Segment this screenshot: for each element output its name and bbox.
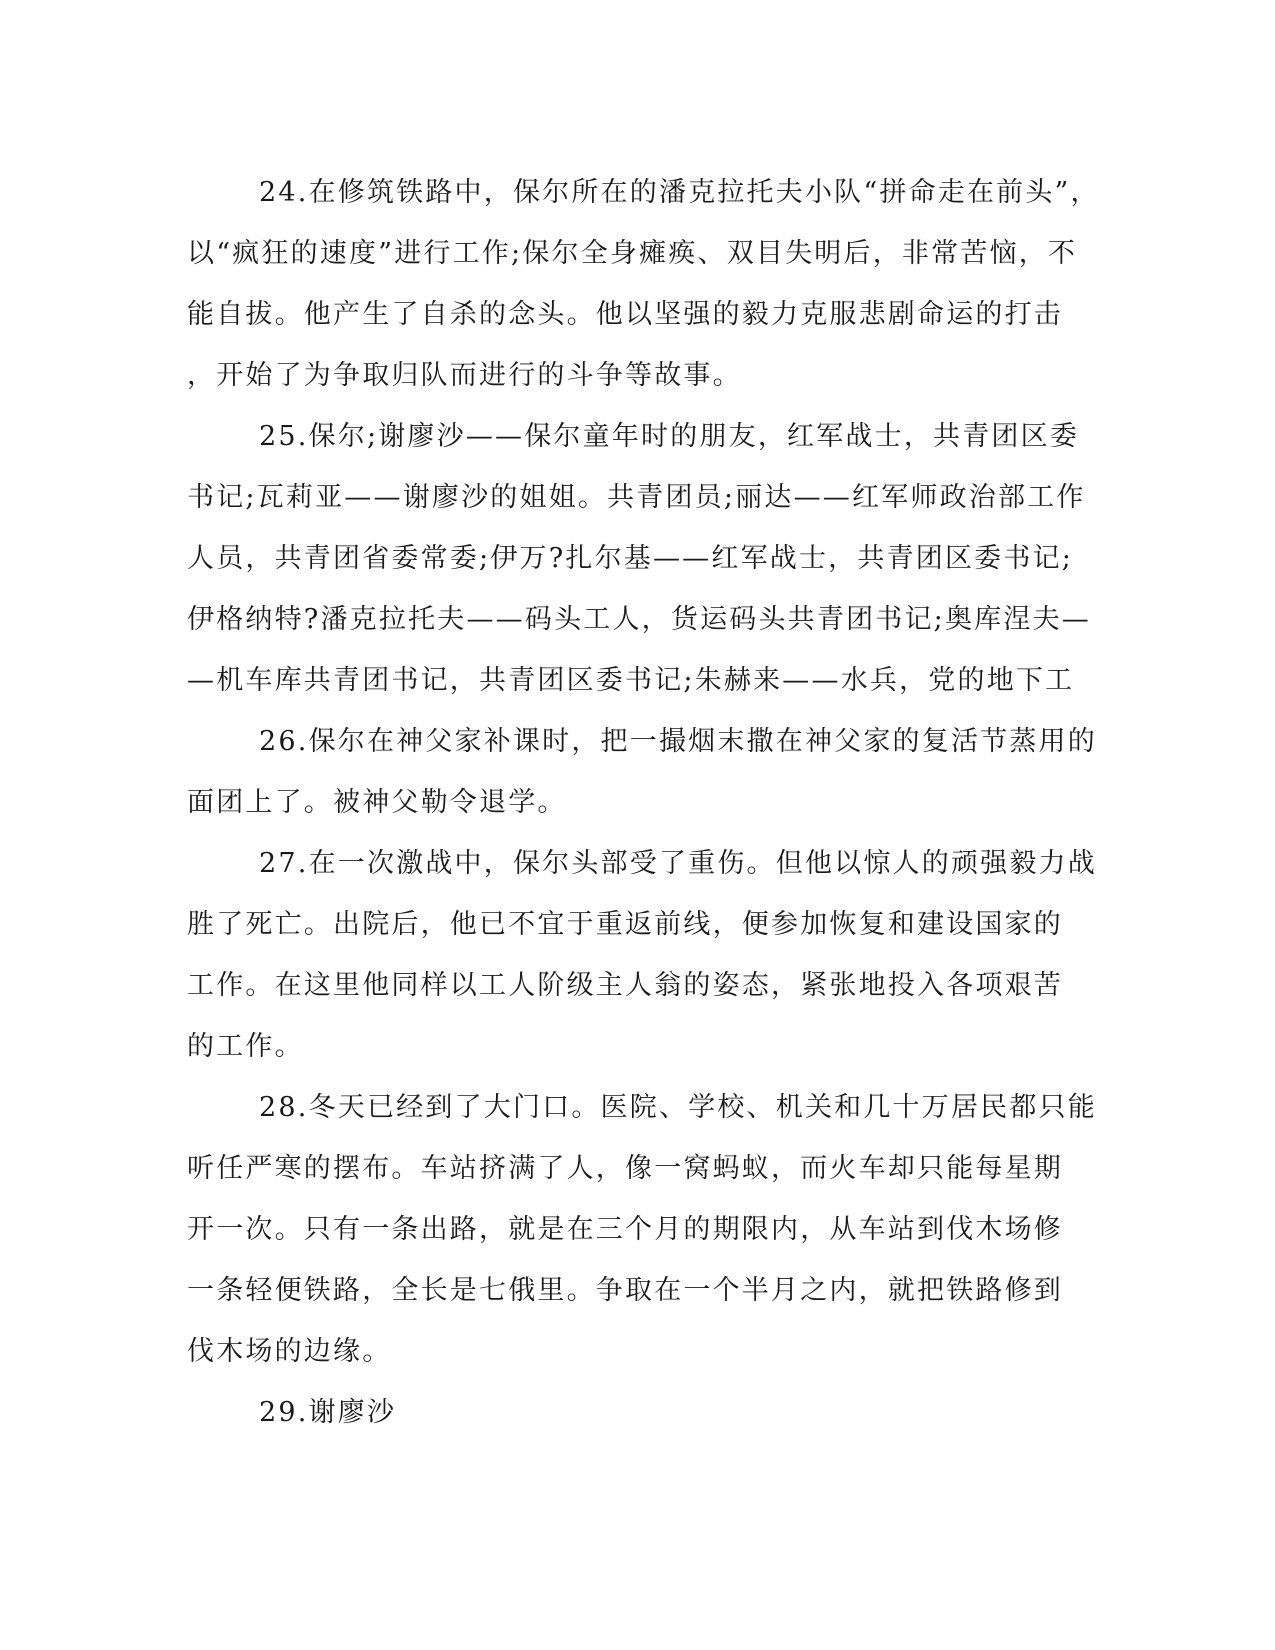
text-line: 书记;瓦莉亚——谢廖沙的姐姐。共青团员;丽达——红军师政治部工作 [187,482,1086,513]
text-line: ，开始了为争取归队而进行的斗争等故事。 [187,360,742,391]
text-line: 听任严寒的摆布。车站挤满了人，像一窝蚂蚁，而火车却只能每星期 [187,1153,1063,1184]
text-line: 胜了死亡。出院后，他已不宜于重返前线，便参加恢复和建设国家的 [187,909,1063,940]
text-line: 的工作。 [187,1031,304,1062]
text-line: 以“疯狂的速度”进行工作;保尔全身瘫痪、双目失明后，非常苦恼，不 [187,238,1078,269]
text-line: 28.冬天已经到了大门口。医院、学校、机关和几十万居民都只能 [259,1092,1097,1123]
text-line: 伊格纳特?潘克拉托夫——码头工人，货运码头共青团书记;奥库涅夫— [187,604,1091,635]
text-line: 能自拔。他产生了自杀的念头。他以坚强的毅力克服悲剧命运的打击 [187,299,1063,330]
paragraph-29 [187,1382,1067,1443]
paragraph-25 [187,406,1091,711]
text-line: 26.保尔在神父家补课时，把一撮烟末撒在神父家的复活节蒸用的 [259,726,1097,757]
document-body [187,162,1100,1443]
text-line: 29.谢廖沙 [259,1397,397,1428]
text-line: 伐木场的边缘。 [187,1336,392,1367]
text-line: —机车库共青团书记，共青团区委书记;朱赫来——水兵，党的地下工 [187,665,1075,696]
text-line: 面团上了。被神父勒令退学。 [187,787,567,818]
text-line: 人员，共青团省委常委;伊万?扎尔基——红军战士，共青团区委书记; [187,543,1074,574]
paragraph-27 [187,833,1097,1077]
paragraph-26 [187,711,1097,833]
text-line: 24.在修筑铁路中，保尔所在的潘克拉托夫小队“拼命走在前头”， [259,177,1100,208]
text-line: 25.保尔;谢廖沙——保尔童年时的朋友，红军战士，共青团区委 [259,421,1080,452]
text-line: 27.在一次激战中，保尔头部受了重伤。但他以惊人的顽强毅力战 [259,848,1097,879]
text-line: 一条轻便铁路，全长是七俄里。争取在一个半月之内，就把铁路修到 [187,1275,1063,1306]
text-line: 开一次。只有一条出路，就是在三个月的期限内，从车站到伐木场修 [187,1214,1063,1245]
text-line: 工作。在这里他同样以工人阶级主人翁的姿态，紧张地投入各项艰苦 [187,970,1063,1001]
paragraph-28 [187,1077,1097,1382]
paragraph-24 [187,162,1100,406]
